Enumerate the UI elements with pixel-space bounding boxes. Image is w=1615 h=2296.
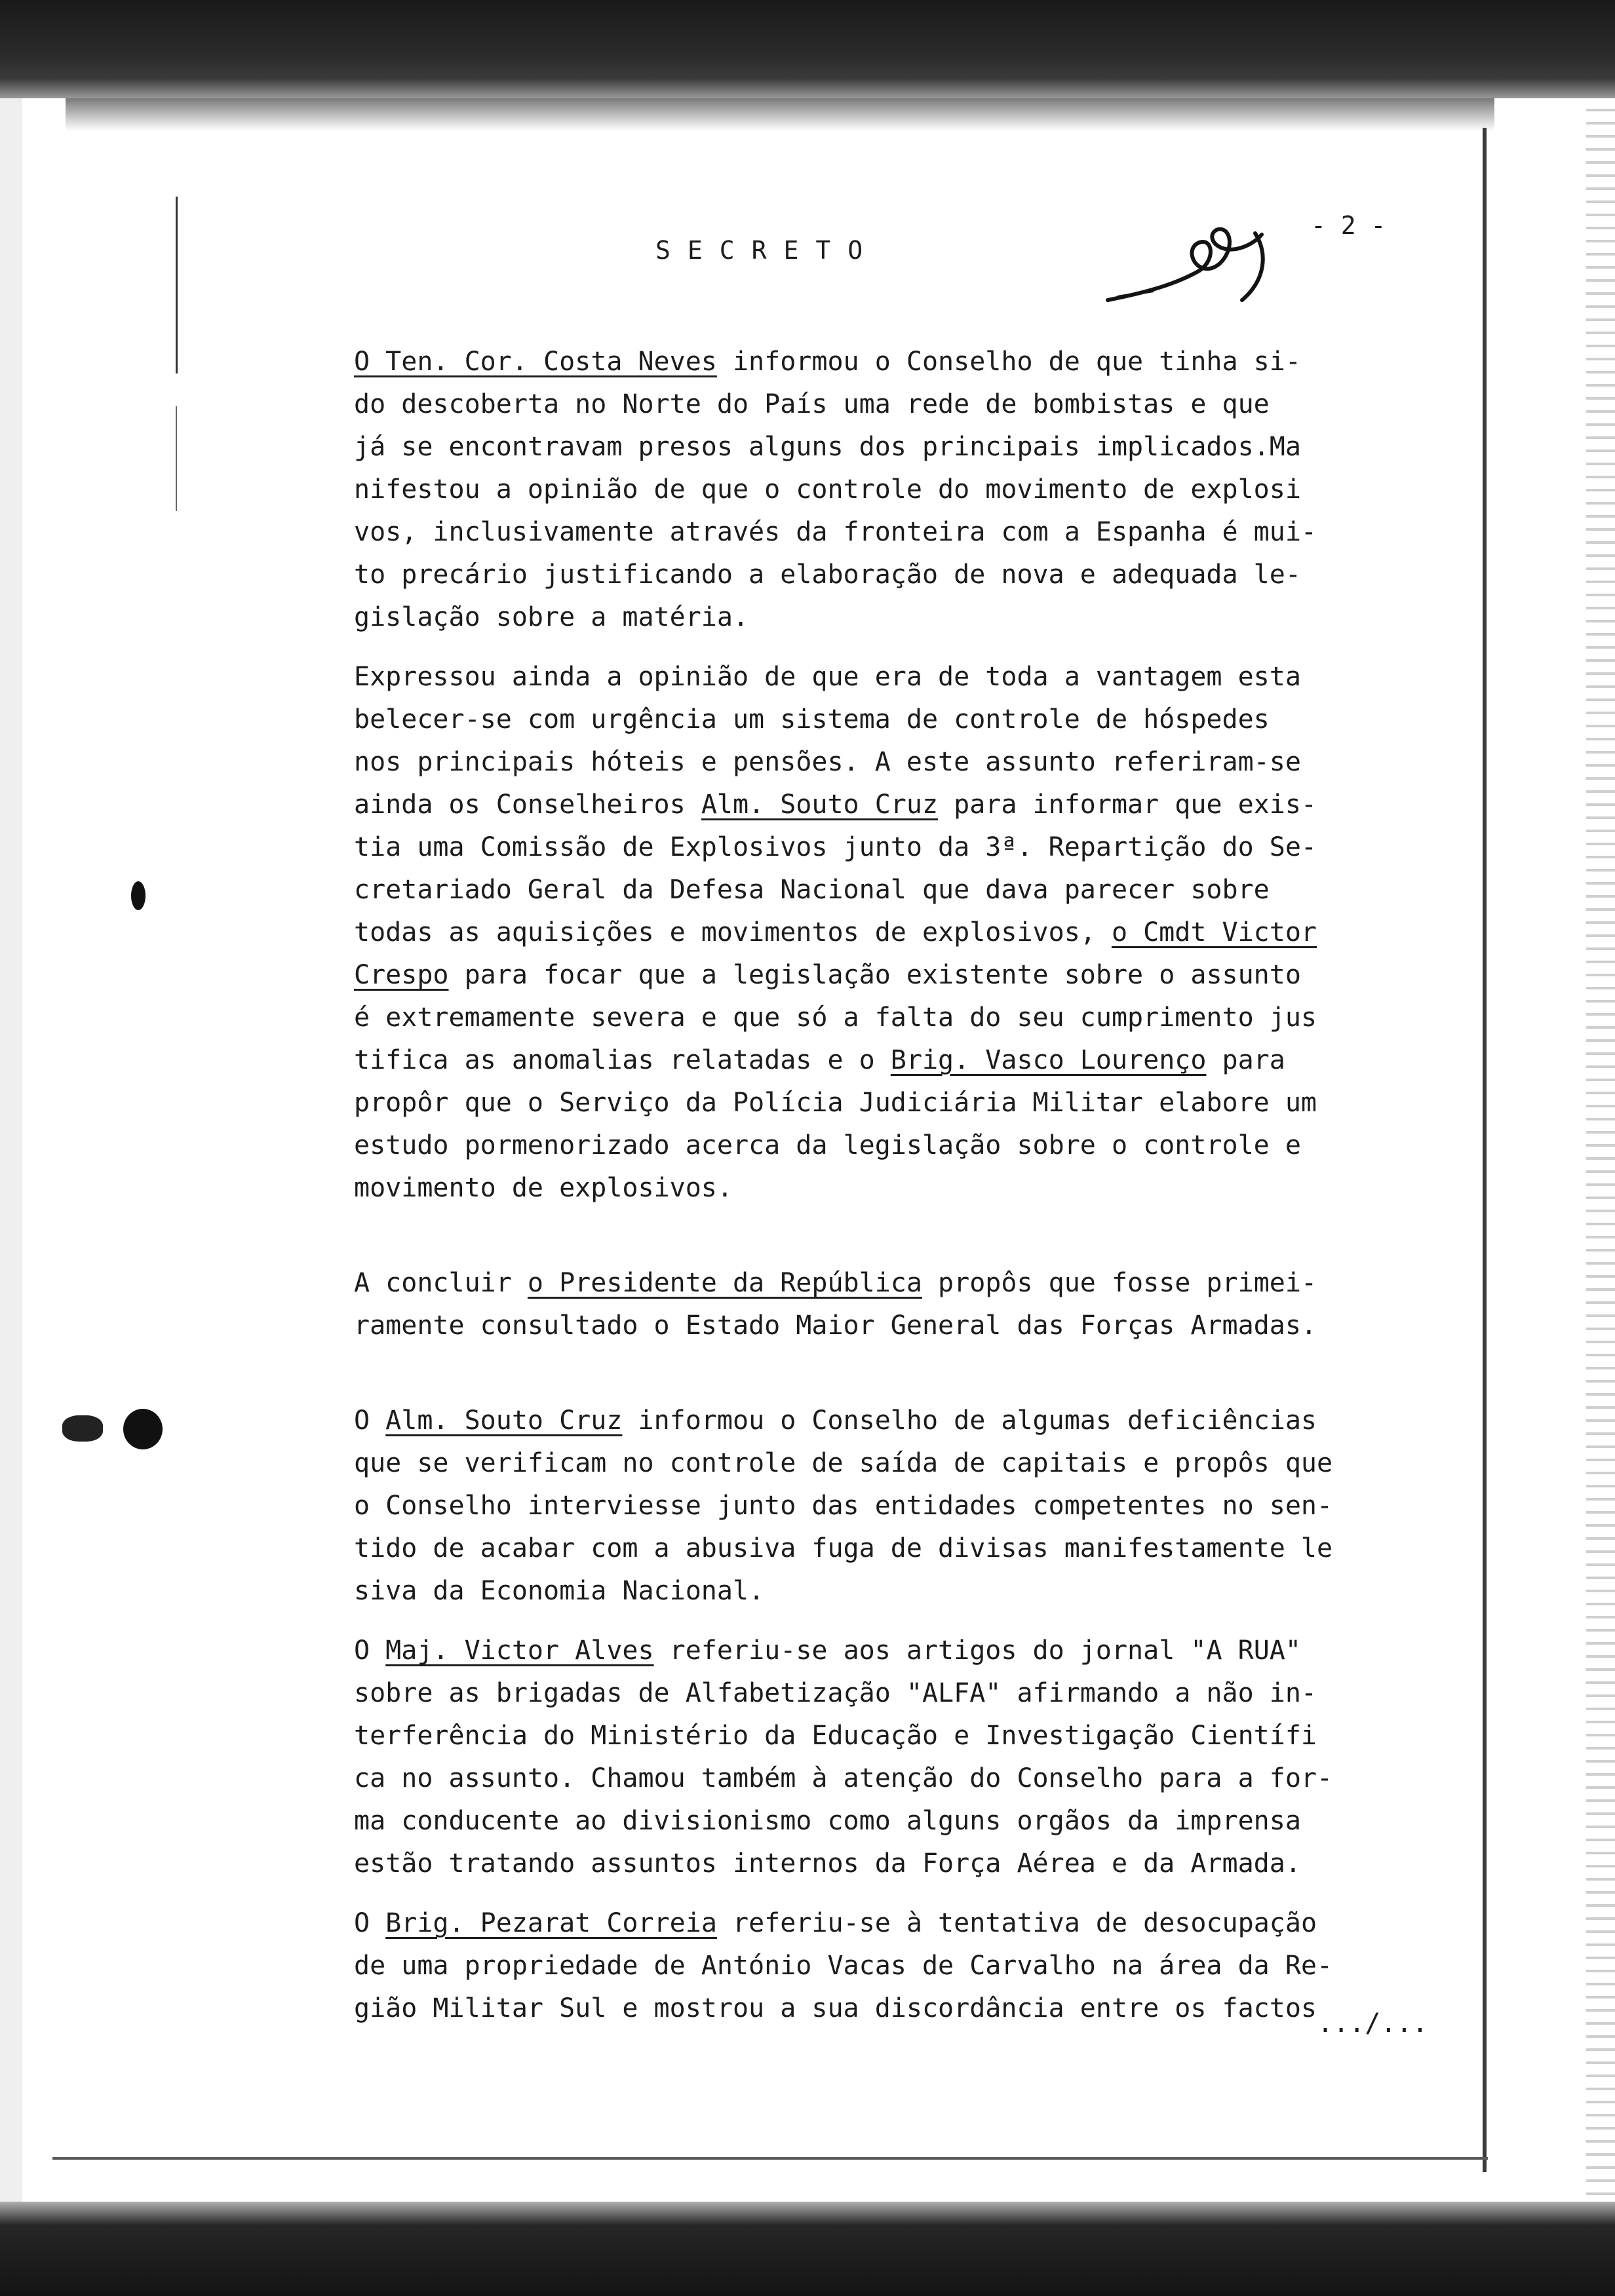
text-line: [354, 426, 1416, 469]
text-line: [354, 1570, 1416, 1613]
text-line: [354, 741, 1416, 784]
text-run: A concluir: [354, 1268, 528, 1298]
text-run: informou o Conselho de algumas deficiências: [622, 1406, 1317, 1436]
margin-mark: [176, 406, 177, 511]
text-run: nos principais hóteis e pensões. A este assunto referiram-se: [354, 747, 1301, 777]
text-run: movimento de explosivos.: [354, 1173, 733, 1203]
handwritten-signature: [1101, 208, 1278, 313]
text-run: propôr que o Serviço da Polícia Judiciária Militar elabore um: [354, 1088, 1317, 1118]
text-line: [354, 1305, 1416, 1347]
text-run: Expressou ainda a opinião de que era de toda a vantagem esta: [354, 662, 1301, 692]
text-run: o Conselho interviesse junto das entidades competentes no sen-: [354, 1491, 1333, 1521]
text-line: [354, 698, 1416, 741]
paragraph: [354, 341, 1416, 639]
punch-hole-smudge: [62, 1415, 103, 1442]
text-line: [354, 784, 1416, 826]
text-run: informou o Conselho de que tinha si-: [716, 347, 1301, 377]
text-run: ca no assunto. Chamou também à atenção do Conselho para a for-: [354, 1763, 1333, 1793]
scan-border-left: [0, 98, 22, 2208]
punch-hole: [131, 881, 146, 910]
text-run: para: [1206, 1045, 1285, 1075]
text-run: nifestou a opinião de que o controle do movimento de explosi: [354, 474, 1301, 505]
page-number: - 2 -: [1311, 211, 1386, 240]
text-line: [354, 1442, 1416, 1485]
text-run: siva da Economia Nacional.: [354, 1576, 765, 1606]
text-run: todas as aquisições e movimentos de explosivos,: [354, 917, 1112, 947]
text-run: do descoberta no Norte do País uma rede de bombistas e que: [354, 389, 1270, 419]
text-line: [354, 383, 1416, 426]
text-run: para informar que exis-: [938, 790, 1317, 820]
text-line: [354, 1400, 1416, 1442]
text-run: tifica as anomalias relatadas e o: [354, 1045, 891, 1075]
text-line: [354, 1485, 1416, 1527]
text-line: [354, 911, 1416, 954]
scan-border-top-fade: [66, 98, 1494, 131]
underlined-name: o Cmdt Victor: [1111, 917, 1317, 947]
underlined-name: Maj. Victor Alves: [385, 1636, 654, 1666]
text-run: tido de acabar com a abusiva fuga de divisas manifestamente le: [354, 1533, 1333, 1563]
text-line: [354, 1945, 1416, 1987]
text-line: [354, 1715, 1416, 1757]
text-run: gião Militar Sul e mostrou a sua discordância entre os factos: [354, 1993, 1317, 2023]
text-line: [354, 954, 1416, 997]
text-run: terferência do Ministério da Educação e Investigação Científi: [354, 1721, 1317, 1751]
text-run: é extremamente severa e que só a falta do seu cumprimento jus: [354, 1003, 1317, 1033]
text-run: referiu-se à tentativa de desocupação: [716, 1908, 1317, 1938]
paragraph: [354, 1262, 1416, 1347]
punch-hole: [123, 1409, 163, 1449]
text-run: estão tratando assuntos internos da Força Aérea e da Armada.: [354, 1848, 1301, 1879]
text-run: referiu-se aos artigos do jornal "A RUA": [653, 1636, 1301, 1666]
underlined-name: o Presidente da República: [527, 1268, 922, 1298]
continuation-marker: .../...: [1317, 2008, 1428, 2038]
text-line: [354, 1800, 1416, 1843]
text-line: [354, 596, 1416, 639]
text-line: [354, 826, 1416, 869]
text-line: [354, 341, 1416, 383]
text-run: ma conducente ao divisionismo como alguns orgãos da imprensa: [354, 1806, 1301, 1836]
text-run: belecer-se com urgência um sistema de controle de hóspedes: [354, 704, 1270, 735]
text-line: [354, 1082, 1416, 1124]
text-line: [354, 1527, 1416, 1570]
text-line: [354, 554, 1416, 596]
underlined-name: Brig. Vasco Lourenço: [890, 1045, 1207, 1075]
scan-border-bottom: [0, 2202, 1615, 2296]
underlined-name: O Ten. Cor. Costa Neves: [354, 347, 717, 377]
text-line: [354, 1630, 1416, 1672]
page-edge-right: [1483, 128, 1487, 2172]
text-line: [354, 469, 1416, 511]
paragraph: [354, 1400, 1416, 1613]
text-run: que se verificam no controle de saída de capitais e propôs que: [354, 1448, 1333, 1478]
text-run: estudo pormenorizado acerca da legislação sobre o controle e: [354, 1130, 1301, 1160]
text-line: [354, 1039, 1416, 1082]
text-run: vos, inclusivamente através da fronteira com a Espanha é mui-: [354, 517, 1317, 547]
paragraph: [354, 656, 1416, 1210]
underlined-name: Alm. Souto Cruz: [701, 790, 939, 820]
underlined-name: Alm. Souto Cruz: [385, 1406, 623, 1436]
page-edge-bottom: [52, 2157, 1488, 2160]
text-line: [354, 1672, 1416, 1715]
text-run: ainda os Conselheiros: [354, 790, 701, 820]
margin-mark: [176, 197, 178, 373]
text-run: to precário justificando a elaboração de nova e adequada le-: [354, 560, 1301, 590]
underlined-name: Crespo: [354, 960, 449, 990]
classification-header: SECRETO: [655, 236, 880, 265]
text-run: O: [354, 1406, 386, 1436]
text-line: [354, 1843, 1416, 1885]
text-line: [354, 1167, 1416, 1210]
text-line: [354, 869, 1416, 911]
text-line: [354, 656, 1416, 698]
text-run: gislação sobre a matéria.: [354, 602, 749, 632]
text-run: ramente consultado o Estado Maior General das Forças Armadas.: [354, 1311, 1317, 1341]
paragraph: [354, 1902, 1416, 2030]
text-run: para focar que a legislação existente sobre o assunto: [448, 960, 1301, 990]
scan-border-right: [1586, 98, 1615, 2208]
text-line: [354, 1124, 1416, 1167]
scan-border-top: [0, 0, 1615, 98]
text-line: [354, 1757, 1416, 1800]
text-run: já se encontravam presos alguns dos principais implicados.Ma: [354, 432, 1301, 462]
text-run: de uma propriedade de António Vacas de Carvalho na área da Re-: [354, 1951, 1333, 1981]
text-line: [354, 511, 1416, 554]
text-line: [354, 1262, 1416, 1305]
text-run: cretariado Geral da Defesa Nacional que dava parecer sobre: [354, 875, 1270, 905]
text-run: tia uma Comissão de Explosivos junto da 3ª. Repartição do Se-: [354, 832, 1317, 862]
text-run: O: [354, 1636, 386, 1666]
text-run: propôs que fosse primei-: [922, 1268, 1317, 1298]
paragraph: [354, 1630, 1416, 1885]
text-run: O: [354, 1908, 386, 1938]
text-run: sobre as brigadas de Alfabetização "ALFA" afirmando a não in-: [354, 1678, 1317, 1708]
text-line: [354, 1987, 1416, 2030]
text-line: [354, 1902, 1416, 1945]
underlined-name: Brig. Pezarat Correia: [385, 1908, 717, 1938]
document-body: [354, 341, 1416, 2030]
text-line: [354, 997, 1416, 1039]
